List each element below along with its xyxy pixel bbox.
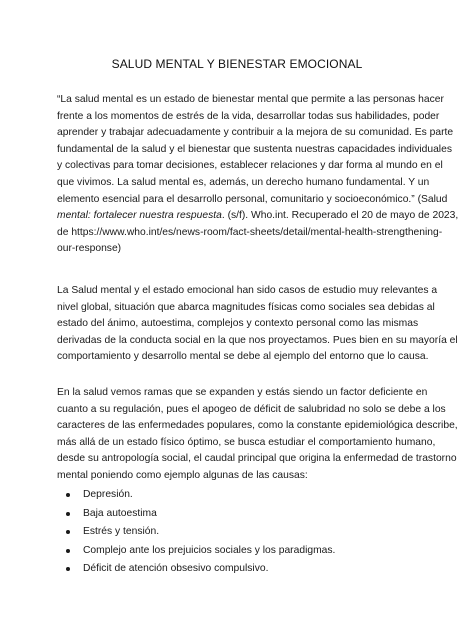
list-item	[57, 486, 335, 505]
list-item	[57, 560, 335, 579]
bullet-icon	[66, 512, 70, 516]
text-line: cuanto a su regulación, pues el apogeo de déficit de salubridad no solo se debe a los	[57, 403, 446, 415]
bullet-icon	[66, 530, 70, 534]
text-line: aprender y trabajar adecuadamente y contribuir a la mejora de su comunidad. Es parte	[57, 127, 454, 139]
paragraph-mental-health-study	[57, 283, 458, 366]
text-line: comportamiento y desarrollo mental se debe al ejemplo del entorno que lo causa.	[57, 351, 429, 363]
text-line: estado del ánimo, autoestima, complejos y contexto personal como las mismas	[57, 318, 419, 330]
list-item	[57, 523, 335, 542]
text-line: “La salud mental es un estado de bienestar mental que permite a las personas hacer	[57, 94, 444, 105]
text-line: mental poniendo como ejemplo algunas de las causas:	[57, 469, 308, 481]
text-line: y colectivas para tomar decisiones, establecer relaciones y dar forma al mundo en el	[57, 160, 443, 172]
list-item-text: Baja autoestima	[83, 507, 157, 519]
list-item-text: Estrés y tensión.	[83, 526, 160, 538]
text-line: En la salud vemos ramas que se expanden y estás siendo un factor deficiente en	[57, 387, 428, 398]
text-line: que vivimos. La salud mental es, además, un derecho humano fundamental. Y un	[57, 176, 430, 188]
text-line: nivel global, situación que abarca magnitudes físicas como sociales sea debidas al	[57, 301, 435, 313]
text-line: caracteres de las enfermedades populares, como la constante epidemiológica describe,	[57, 420, 458, 432]
list-item-text: Complejo ante los prejuicios sociales y los paradigmas.	[83, 544, 336, 556]
causes-list	[57, 486, 335, 579]
text-line: frente a los momentos de estrés de la vida, desarrollar todas sus habilidades, poder	[57, 110, 440, 122]
list-item-text: Depresión.	[83, 489, 133, 500]
text-line: La Salud mental y el estado emocional han sido casos de estudio muy relevantes a	[57, 285, 438, 296]
paragraph-health-branches	[57, 385, 458, 485]
citation-details: . (s/f). Who.int. Recuperado el 20 de mayo de 2023,	[221, 210, 459, 222]
bullet-icon	[66, 567, 70, 571]
bullet-icon	[66, 549, 70, 553]
citation-title: mental: fortalecer nuestra respuesta	[57, 210, 222, 222]
document-title: SALUD MENTAL Y BIENESTAR EMOCIONAL	[111, 57, 363, 71]
text-line: desde su antropología social, el caudal principal que origina la enfermedad de trastorno	[57, 453, 457, 465]
text-line: fundamental de la salud y el bienestar que sustenta nuestras capacidades individuales	[57, 143, 452, 155]
text-line: elemento esencial para el desarrollo personal, comunitario y socioeconómico.” (Salud	[57, 193, 448, 205]
list-item	[57, 542, 335, 561]
citation-url: de https://www.who.int/es/news-room/fact-sheets/detail/mental-health-strengthening-	[57, 226, 443, 238]
paragraph-who-quote	[57, 92, 459, 258]
citation-line	[57, 208, 459, 225]
bullet-icon	[66, 493, 70, 497]
list-item-text: Déficit de atención obsesivo compulsivo.	[83, 563, 269, 575]
text-line: derivadas de la conducta social en la que nos proyectamos. Pues bien en su mayoría el	[57, 334, 458, 346]
citation-url: our-response)	[57, 243, 122, 255]
text-line: más allá de un estado físico óptimo, se busca estudiar el comportamiento humano,	[57, 436, 436, 448]
list-item	[57, 505, 335, 524]
